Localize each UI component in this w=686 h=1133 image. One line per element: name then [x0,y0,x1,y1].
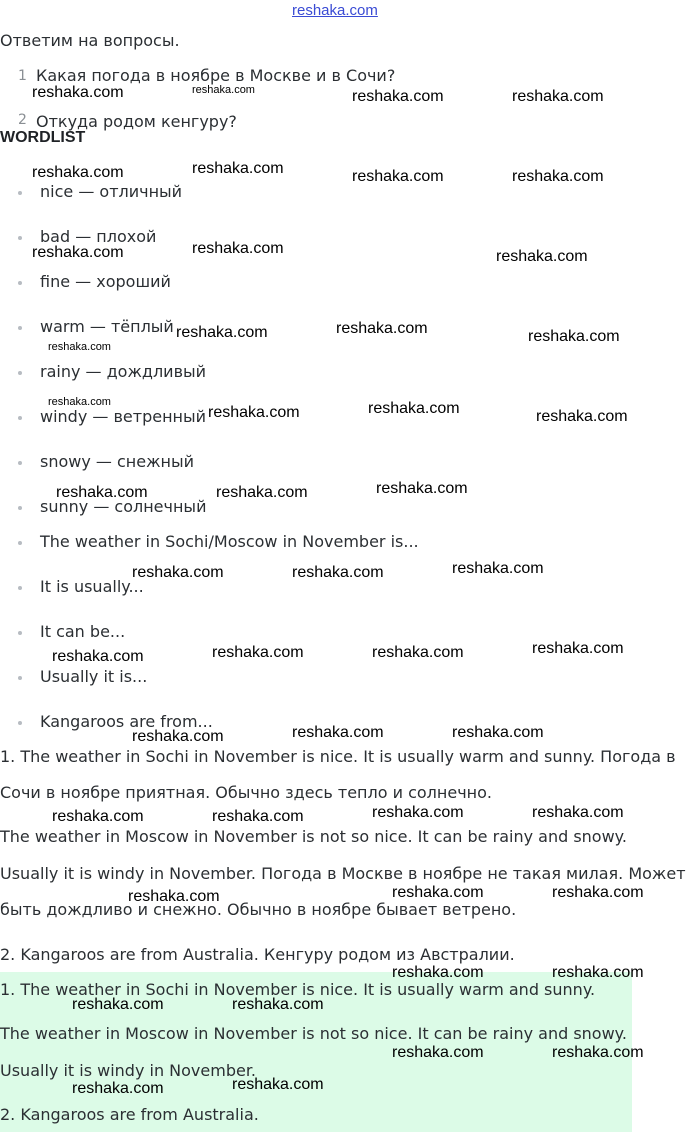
watermark: reshaka.com [32,84,124,101]
bullet-dot [18,461,22,465]
bullet-dot [18,191,22,195]
watermark: reshaka.com [192,160,284,177]
wordlist-item: windy — ветренный [40,407,207,426]
wordlist-item: nice — отличный [40,182,183,201]
watermark: reshaka.com [536,408,628,425]
watermark: reshaka.com [32,164,124,181]
watermark: reshaka.com [192,84,255,96]
wordlist-item: Kangaroos are from... [40,712,213,731]
bullet-dot [18,541,22,545]
watermark: reshaka.com [368,400,460,417]
watermark: reshaka.com [128,888,220,905]
watermark: reshaka.com [552,964,644,981]
answer-line: Сочи в ноябре приятная. Обычно здесь тепло и солнечно. [0,783,492,802]
answer-line: быть дождливо и снежно. Обычно в ноябре бывает ветрено. [0,900,517,919]
watermark: reshaka.com [292,724,384,741]
question-text: Какая погода в ноябре в Москве и в Сочи? [36,66,396,85]
highlight-line: The weather in Moscow in November is not so nice. It can be rainy and snowy. [0,1024,627,1043]
watermark: reshaka.com [48,396,111,408]
watermark: reshaka.com [56,484,148,501]
watermark: reshaka.com [72,996,164,1013]
bullet-dot [18,586,22,590]
highlight-line: 1. The weather in Sochi in November is nice. It is usually warm and sunny. [0,980,596,999]
bullet-dot [18,371,22,375]
watermark: reshaka.com [512,168,604,185]
watermark: reshaka.com [552,1044,644,1061]
bullet-dot [18,721,22,725]
highlight-line: 2. Kangaroos are from Australia. [0,1105,259,1124]
answer-line: Usually it is windy in November. Погода в Москве в ноябре не такая милая. Может [0,864,686,883]
watermark: reshaka.com [208,404,300,421]
watermark: reshaka.com [372,804,464,821]
watermark: reshaka.com [132,728,224,745]
watermark: reshaka.com [532,640,624,657]
intro-text: Ответим на вопросы. [0,31,180,50]
bullet-dot [18,631,22,635]
question-number: 2 [18,112,27,128]
watermark: reshaka.com [452,560,544,577]
wordlist-item: Usually it is... [40,667,148,686]
wordlist-heading: WORDLIST [0,129,86,146]
watermark: reshaka.com [392,1044,484,1061]
wordlist-item: bad — плохой [40,227,157,246]
bullet-dot [18,326,22,330]
watermark: reshaka.com [336,320,428,337]
bullet-dot [18,416,22,420]
question-text: Откуда родом кенгуру? [36,112,237,131]
watermark: reshaka.com [176,324,268,341]
wordlist-item: fine — хороший [40,272,171,291]
wordlist-item: The weather in Sochi/Moscow in November is... [40,532,419,551]
bullet-dot [18,506,22,510]
watermark: reshaka.com [528,328,620,345]
watermark: reshaka.com [72,1080,164,1097]
watermark: reshaka.com [392,884,484,901]
question-number: 1 [18,68,27,84]
watermark: reshaka.com [372,644,464,661]
watermark: reshaka.com [232,1076,324,1093]
answer-line: 1. The weather in Sochi in November is nice. It is usually warm and sunny. Погода в [0,747,676,766]
bullet-dot [18,281,22,285]
watermark: reshaka.com [552,884,644,901]
watermark: reshaka.com [216,484,308,501]
wordlist-item: warm — тёплый [40,317,174,336]
watermark: reshaka.com [52,648,144,665]
watermark: reshaka.com [392,964,484,981]
wordlist-item: It can be... [40,622,126,641]
watermark: reshaka.com [376,480,468,497]
watermark: reshaka.com [212,644,304,661]
watermark: reshaka.com [532,804,624,821]
site-link[interactable]: reshaka.com [292,2,378,19]
watermark: reshaka.com [292,564,384,581]
watermark: reshaka.com [352,168,444,185]
bullet-dot [18,236,22,240]
answer-line: 2. Kangaroos are from Australia. Кенгуру родом из Австралии. [0,945,515,964]
watermark: reshaka.com [496,248,588,265]
wordlist-item: It is usually... [40,577,144,596]
watermark: reshaka.com [132,564,224,581]
watermark: reshaka.com [512,88,604,105]
watermark: reshaka.com [32,244,124,261]
watermark: reshaka.com [192,240,284,257]
answer-line: The weather in Moscow in November is not so nice. It can be rainy and snowy. [0,827,627,846]
wordlist-item: sunny — солнечный [40,497,207,516]
watermark: reshaka.com [452,724,544,741]
bullet-dot [18,676,22,680]
watermark: reshaka.com [52,808,144,825]
highlight-line: Usually it is windy in November. [0,1061,257,1080]
question-clipped-row [0,108,300,131]
watermark: reshaka.com [232,996,324,1013]
watermark: reshaka.com [48,341,111,353]
watermark: reshaka.com [352,88,444,105]
wordlist-item: snowy — снежный [40,452,194,471]
wordlist-item: rainy — дождливый [40,362,207,381]
watermark: reshaka.com [212,808,304,825]
